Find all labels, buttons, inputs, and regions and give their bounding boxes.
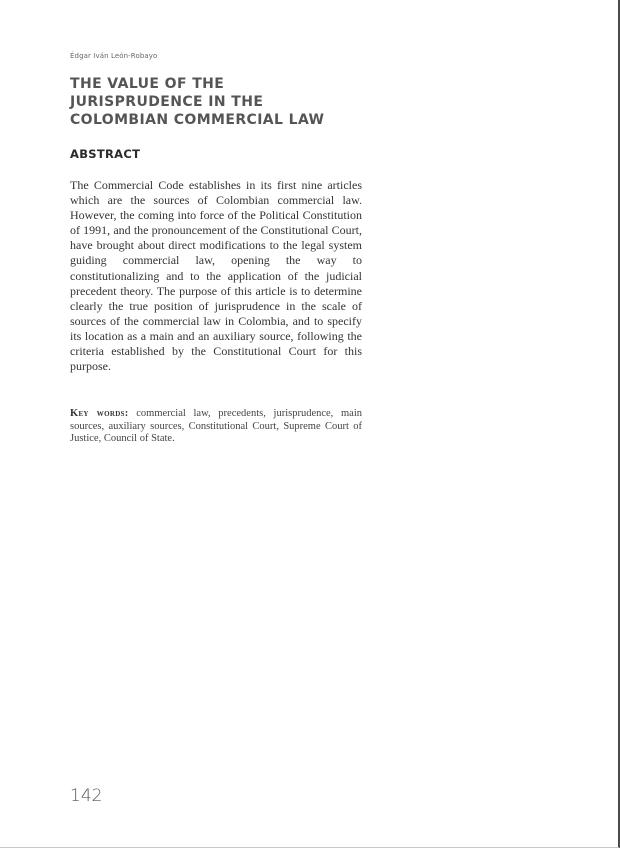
author-name: Édgar Iván León-Robayo <box>70 52 158 60</box>
article-title-line: JURISPRUDENCE IN THE <box>70 94 264 110</box>
keywords-list: commercial law, precedents, jurisprudence, main sources, auxiliary sources, Constitutional Court, Supreme Court of Justice, Council of State. <box>70 408 362 444</box>
article-title-line: COLOMBIAN COMMERCIAL LAW <box>70 112 325 128</box>
article-title-line: THE VALUE OF THE <box>70 76 225 92</box>
page-number: 142 <box>70 786 103 806</box>
abstract-heading: ABSTRACT <box>70 147 141 161</box>
abstract-text: The Commercial Code establishes in its first nine articles which are the sources of Colombian commercial law. However, the coming into force of the Political Constitution of 1991, and the pronouncement of the Constitutional Court, have brought about direct modifications to the legal system guiding commercial law, opening the way to constitutionalizing and to the application of the judicial precedent theory. The purpose of this article is to determine clearly the true position of jurisprudence in the scale of sources of the commercial law in Colombia, and to specify its location as a main and an auxiliary source, following the criteria established by the Constitutional Court for this purpose. <box>70 178 362 374</box>
keywords-paragraph <box>70 408 362 446</box>
article-title <box>70 75 370 129</box>
keywords-label: Key words: <box>70 408 129 419</box>
